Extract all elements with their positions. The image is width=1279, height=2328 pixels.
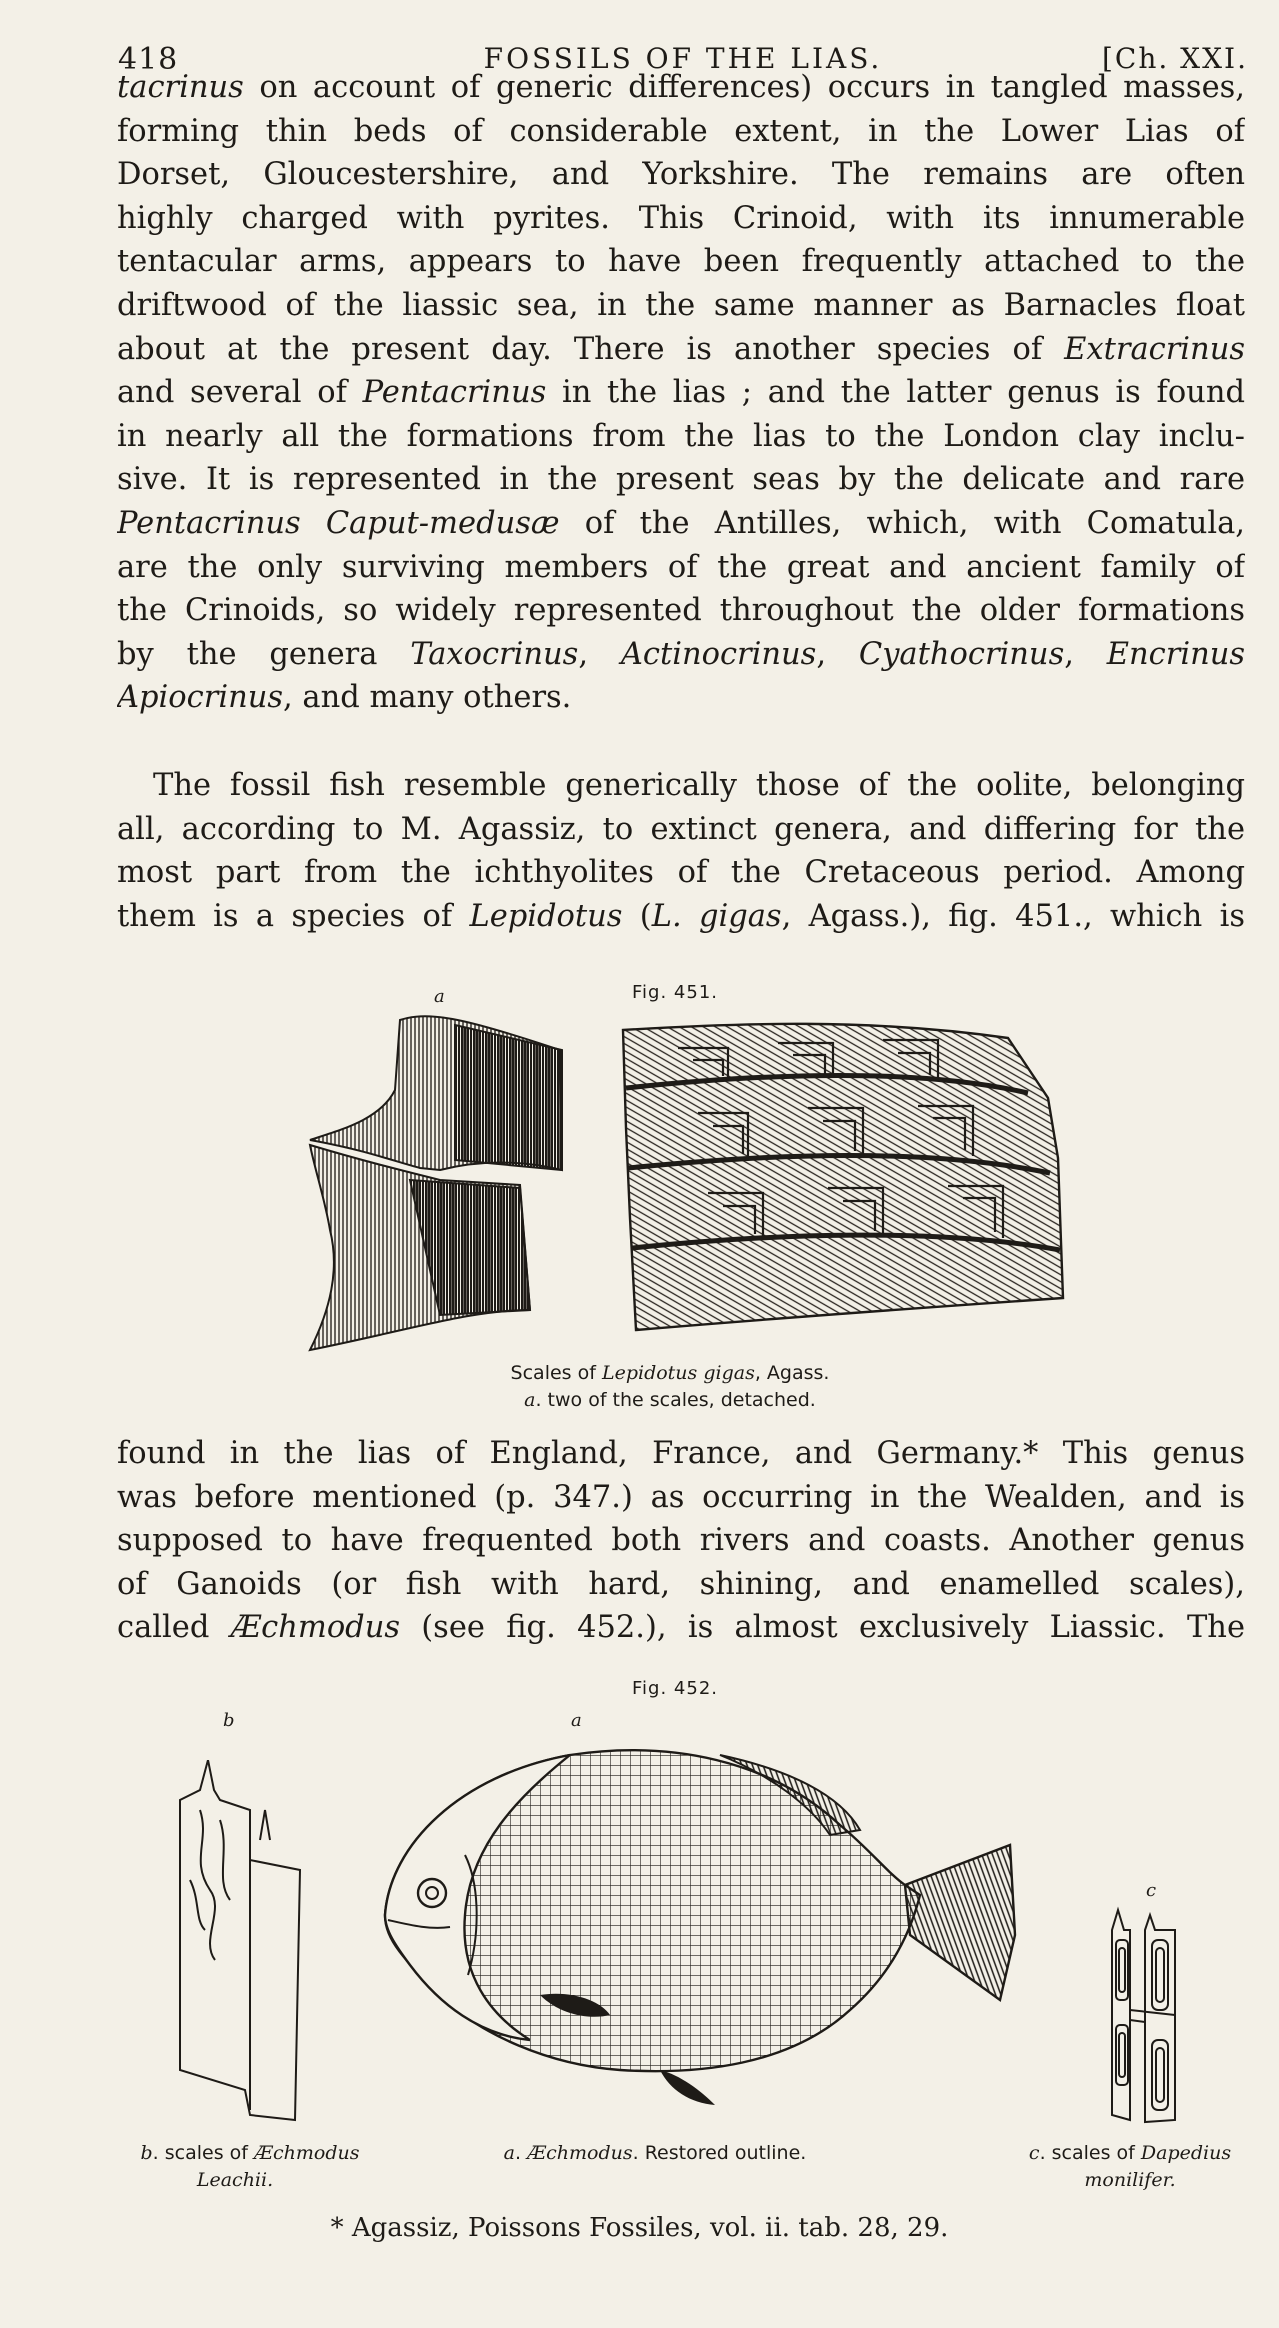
fig452-caption-b [100,2140,400,2194]
fig452-caption-c-line1: c. scales of Dapedius [1028,2142,1232,2164]
lepidotus-detached-scales-illustration [290,1010,570,1355]
fig452-letter-c: c [1146,1880,1157,1901]
running-title: FOSSILS OF THE LIAS. [483,42,883,75]
fig452-caption-a: a. Æchmodus. Restored outline. [503,2142,807,2164]
text-line: called Æchmodus (see fig. 452.), is almost exclusively Liassic. The [117,1610,1245,1646]
fig452-label: Fig. 452. [632,1678,718,1699]
paragraph-fossil-fish [117,764,1245,938]
text-line: and several of Pentacrinus in the lias ; and the latter genus is found [117,375,1245,411]
text-line: tacrinus on account of generic differences) occurs in tangled masses, [117,70,1245,105]
text-line: forming thin beds of considerable extent, in the Lower Lias of [117,113,1245,149]
text-line: in nearly all the formations from the lias to the London clay inclu- [117,418,1245,454]
text-line: found in the lias of England, France, and Germany.* This genus [117,1436,1245,1471]
text-line: the Crinoids, so widely represented throughout the older formations [117,593,1245,629]
text-line: them is a species of Lepidotus (L. gigas, Agass.), fig. 451., which is [117,898,1245,934]
text-line: of Ganoids (or fish with hard, shining, and enamelled scales), [117,1566,1245,1602]
text-line: all, according to M. Agassiz, to extinct genera, and differing for the [117,811,1245,847]
fig452-caption-c [995,2140,1265,2194]
fig451-caption-line1: Scales of Lepidotus gigas, Agass. [510,1362,830,1384]
text-line: highly charged with pyrites. This Crinoid, with its innumerable [117,200,1245,236]
text-line: The fossil fish resemble generically those of the oolite, belonging [153,768,1245,803]
chapter-label: [Ch. XXI. [1101,42,1248,75]
page-number: 418 [118,42,179,77]
text-line: most part from the ichthyolites of the Cretaceous period. Among [117,855,1245,891]
fig452-letter-b: b [223,1710,235,1731]
text-line: about at the present day. There is another species of Extracrinus [117,331,1245,367]
fig452-caption-c-line2: monilifer. [1084,2169,1176,2191]
text-line: Pentacrinus Caput-medusæ of the Antilles, which, with Comatula, [117,505,1245,541]
fig451-label: Fig. 451. [632,982,718,1003]
fig451-caption [380,1360,960,1414]
paragraph-lepidotus [117,1432,1245,1650]
lepidotus-scale-rows-illustration [618,1018,1066,1336]
text-line: Dorset, Gloucestershire, and Yorkshire. The remains are often [117,157,1245,193]
footnote: * Agassiz, Poissons Fossiles, vol. ii. tab. 28, 29. [330,2213,949,2243]
fig452-caption-b-line2: Leachii. [196,2169,274,2191]
text-line: was before mentioned (p. 347.) as occurring in the Wealden, and is [117,1479,1245,1515]
text-line: by the genera Taxocrinus, Actinocrinus, Cyathocrinus, Encrinus [117,636,1245,672]
text-line: are the only surviving members of the great and ancient family of [117,549,1245,585]
text-line: supposed to have frequented both rivers and coasts. Another genus [117,1523,1245,1559]
aechmodus-restored-fish-illustration [370,1735,1020,2125]
fig452-caption-b-line1: b. scales of Æchmodus [140,2142,360,2164]
text-line: Apiocrinus, and many others. [117,680,572,716]
text-line: driftwood of the liassic sea, in the same manner as Barnacles float [117,287,1245,323]
fig452-letter-a: a [571,1710,582,1731]
fig451-letter-a: a [434,986,445,1007]
aechmodus-leachii-scales-illustration [170,1760,310,2130]
dapedius-monilifer-scales-illustration [1100,1900,1190,2140]
text-line: sive. It is represented in the present seas by the delicate and rare [117,462,1245,498]
paragraph-crinoids [117,66,1245,720]
fig451-caption-line2: a. two of the scales, detached. [524,1389,816,1411]
text-line: tentacular arms, appears to have been frequently attached to the [117,244,1245,280]
